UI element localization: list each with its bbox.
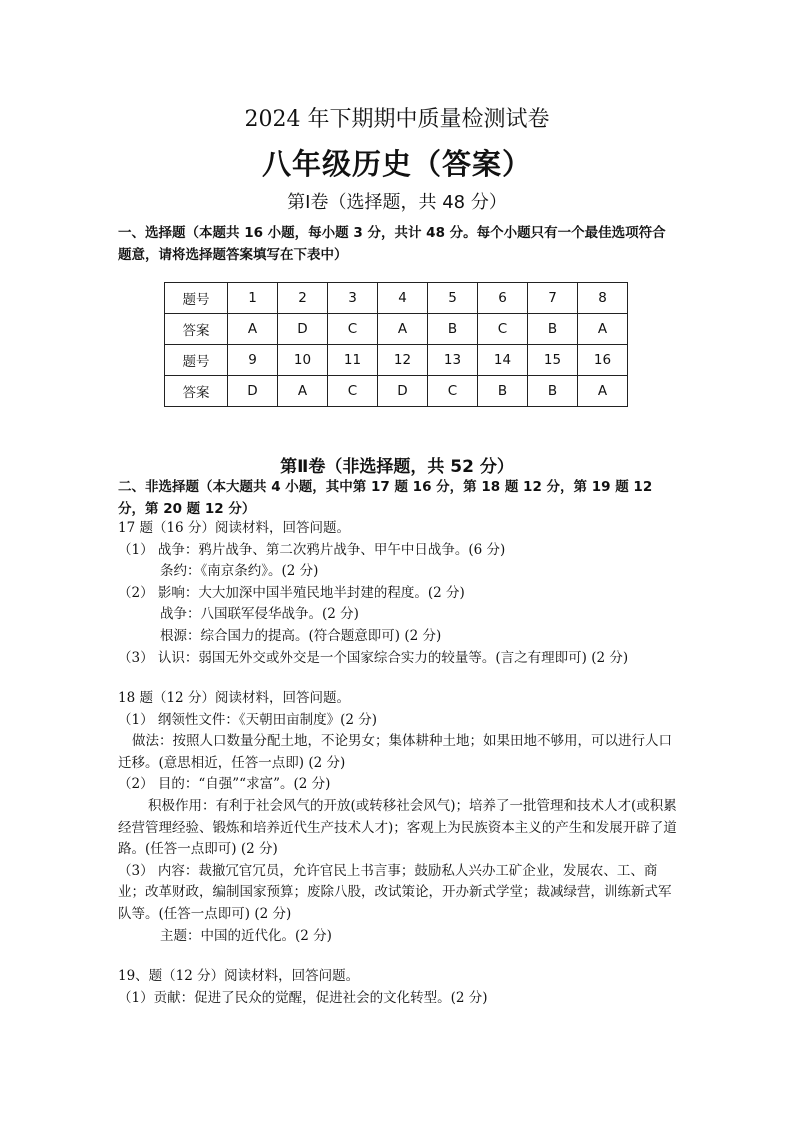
answer-cell: B — [428, 314, 478, 345]
answer-line: （3） 认识：弱国无外交或外交是一个国家综合实力的较量等。(言之有理即可) (2 分) — [118, 649, 629, 666]
answer-line: （1） 纲领性文件：《天朝田亩制度》(2 分) — [118, 711, 378, 728]
answer-cell: D — [228, 376, 278, 407]
row-label-answer: 答案 — [165, 314, 228, 345]
question-number: 11 — [328, 345, 378, 376]
question-number: 15 — [528, 345, 578, 376]
question-number: 7 — [528, 283, 578, 314]
question-number: 1 — [228, 283, 278, 314]
question-number: 9 — [228, 345, 278, 376]
question-number: 16 — [578, 345, 628, 376]
answer-cell: C — [328, 314, 378, 345]
question-17-block — [118, 518, 678, 669]
answer-cell: C — [328, 376, 378, 407]
question-number: 10 — [278, 345, 328, 376]
question-19-heading: 19、题（12 分）阅读材料，回答问题。 — [118, 968, 360, 984]
answer-cell: C — [428, 376, 478, 407]
table-row — [165, 314, 628, 345]
row-label-question: 题号 — [165, 283, 228, 314]
section1-instructions: 一、选择题（本题共 16 小题，每小题 3 分，共计 48 分。每个小题只有一个最佳选项符合题意，请将选择题答案填写在下表中） — [118, 225, 666, 263]
question-number: 3 — [328, 283, 378, 314]
answer-cell: D — [278, 314, 328, 345]
question-number: 2 — [278, 283, 328, 314]
table-row — [165, 345, 628, 376]
question-number: 13 — [428, 345, 478, 376]
question-number: 12 — [378, 345, 428, 376]
question-18-heading: 18 题（12 分）阅读材料，回答问题。 — [118, 690, 350, 706]
answer-line: 做法：按照人口数量分配土地，不论男女；集体耕种土地；如果田地不够用，可以进行人口迁移。(意思相近，任答一点即) (2 分) — [118, 733, 672, 771]
answer-line: 积极作用：有利于社会风气的开放(或转移社会风气)；培养了一批管理和技术人才(或积累经营管理经验、锻炼和培养近代生产技术人才)；客观上为民族资本主义的产生和发展开辟了道路。(任答一点即可) (2 分) — [118, 797, 677, 858]
answer-line: 根源：综合国力的提高。(符合题意即可) (2 分) — [160, 627, 442, 644]
part1-title: 第Ⅰ卷（选择题，共 48 分） — [287, 192, 507, 213]
answer-cell: C — [478, 314, 528, 345]
exam-title: 2024 年下期期中质量检测试卷 — [244, 107, 550, 132]
answer-line: （1）贡献：促进了民众的觉醒，促进社会的文化转型。(2 分) — [118, 989, 488, 1006]
question-18-block — [118, 688, 678, 947]
answer-cell: A — [228, 314, 278, 345]
answer-cell: A — [278, 376, 328, 407]
row-label-question: 题号 — [165, 345, 228, 376]
answer-line: （3） 内容：裁撤冗官冗员，允许官民上书言事；鼓励私人兴办工矿企业，发展农、工、商业；改革财政，编制国家预算；废除八股，改试策论，开办新式学堂；裁减绿营，训练新式军队等。(任答一点即可) (2 分) — [118, 862, 672, 922]
question-number: 6 — [478, 283, 528, 314]
answer-table — [164, 282, 628, 407]
answer-cell: B — [528, 314, 578, 345]
table-row — [165, 283, 628, 314]
table-row — [165, 376, 628, 407]
subject-title: 八年级历史（答案） — [261, 147, 532, 181]
row-label-answer: 答案 — [165, 376, 228, 407]
answer-line: （2） 目的：“自强”“求富”。(2 分) — [118, 776, 331, 793]
answer-cell: A — [578, 314, 628, 345]
section2-instructions: 二、非选择题（本大题共 4 小题，其中第 17 题 16 分，第 18 题 12 分，第 19 题 12 分，第 20 题 12 分） — [118, 479, 653, 517]
question-17-heading: 17 题（16 分）阅读材料，回答问题。 — [118, 520, 350, 536]
question-number: 14 — [478, 345, 528, 376]
answer-line: （2） 影响：大大加深中国半殖民地半封建的程度。(2 分) — [118, 584, 465, 601]
answer-cell: B — [478, 376, 528, 407]
question-number: 5 — [428, 283, 478, 314]
question-19-block — [118, 966, 678, 1009]
answer-cell: B — [528, 376, 578, 407]
part2-title: 第Ⅱ卷（非选择题，共 52 分） — [280, 457, 514, 477]
answer-line: （1） 战争：鸦片战争、第二次鸦片战争、甲午中日战争。(6 分) — [118, 541, 506, 558]
answer-line: 主题：中国的近代化。(2 分) — [160, 927, 332, 944]
answer-cell: D — [378, 376, 428, 407]
answer-line: 战争：八国联军侵华战争。(2 分) — [160, 606, 359, 623]
answer-line: 条约：《南京条约》。(2 分) — [160, 563, 319, 580]
question-number: 8 — [578, 283, 628, 314]
answer-cell: A — [378, 314, 428, 345]
question-number: 4 — [378, 283, 428, 314]
answer-cell: A — [578, 376, 628, 407]
